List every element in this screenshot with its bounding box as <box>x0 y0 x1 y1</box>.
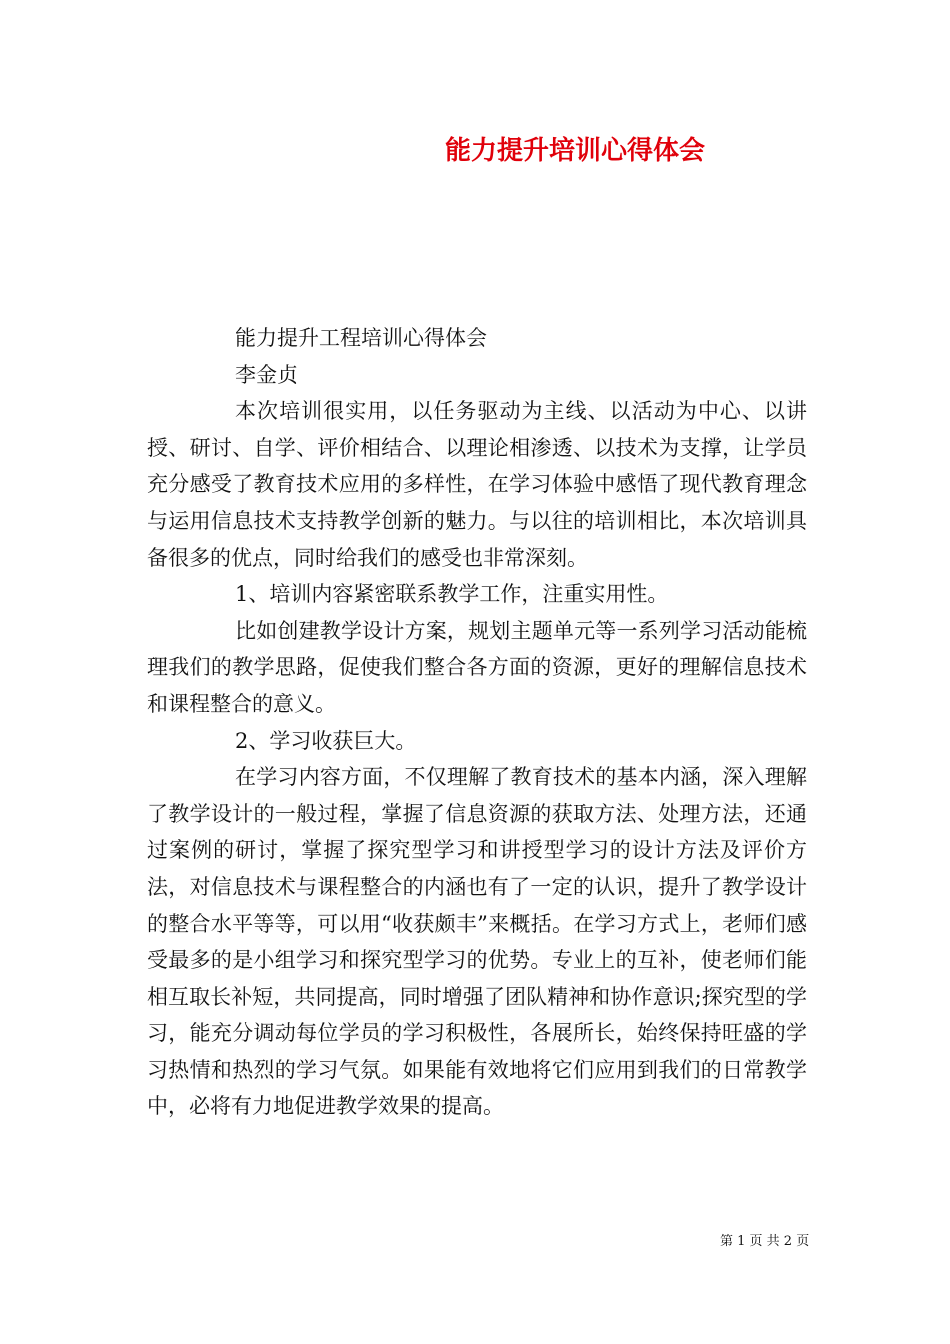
subtitle: 能力提升工程培训心得体会 <box>235 326 487 350</box>
document-title: 能力提升培训心得体会 <box>444 136 705 166</box>
author: 李金贞 <box>235 362 298 387</box>
paragraph: 本次培训很实用，以任务驱动为主线、以活动为中心、以讲授、研讨、自学、评价相结合、以理论相渗透、以技术为支撑，让学员充分感受了教育技术应用的多样性，在学习体验中感悟了现代教育理念与运用信息技术支持教学创新的魅力。与以往的培训相比，本次培训具备很多的优点，同时给我们的感受也非常深刻。 <box>147 399 807 570</box>
paragraph: 比如创建教学设计方案，规划主题单元等一系列学习活动能梳理我们的教学思路，促使我们整合各方面的资源，更好的理解信息技术和课程整合的意义。 <box>147 618 807 716</box>
page-number: 第 1 页 共 2 页 <box>720 1234 810 1249</box>
section-heading: 1、培训内容紧密联系教学工作，注重实用性。 <box>235 582 669 607</box>
section-heading: 2、学习收获巨大。 <box>235 728 417 753</box>
paragraph: 在学习内容方面，不仅理解了教育技术的基本内涵，深入理解了教学设计的一般过程，掌握了信息资源的获取方法、处理方法，还通过案例的研讨，掌握了探究型学习和讲授型学习的设计方法及评价方法，对信息技术与课程整合的内涵也有了一定的认识，提升了教学设计的整合水平等等，可以用“收获颇丰”来概括。在学习方式上，老师们感受最多的是小组学习和探究型学习的优势。专业上的互补，使老师们能相互取长补短，共同提高，同时增强了团队精神和协作意识;探究型的学习，能充分调动每位学员的学习积极性，各展所长，始终保持旺盛的学习热情和热烈的学习气氛。如果能有效地将它们应用到我们的日常教学中，必将有力地促进教学效果的提高。 <box>147 765 807 1119</box>
document-body <box>147 320 807 1125</box>
